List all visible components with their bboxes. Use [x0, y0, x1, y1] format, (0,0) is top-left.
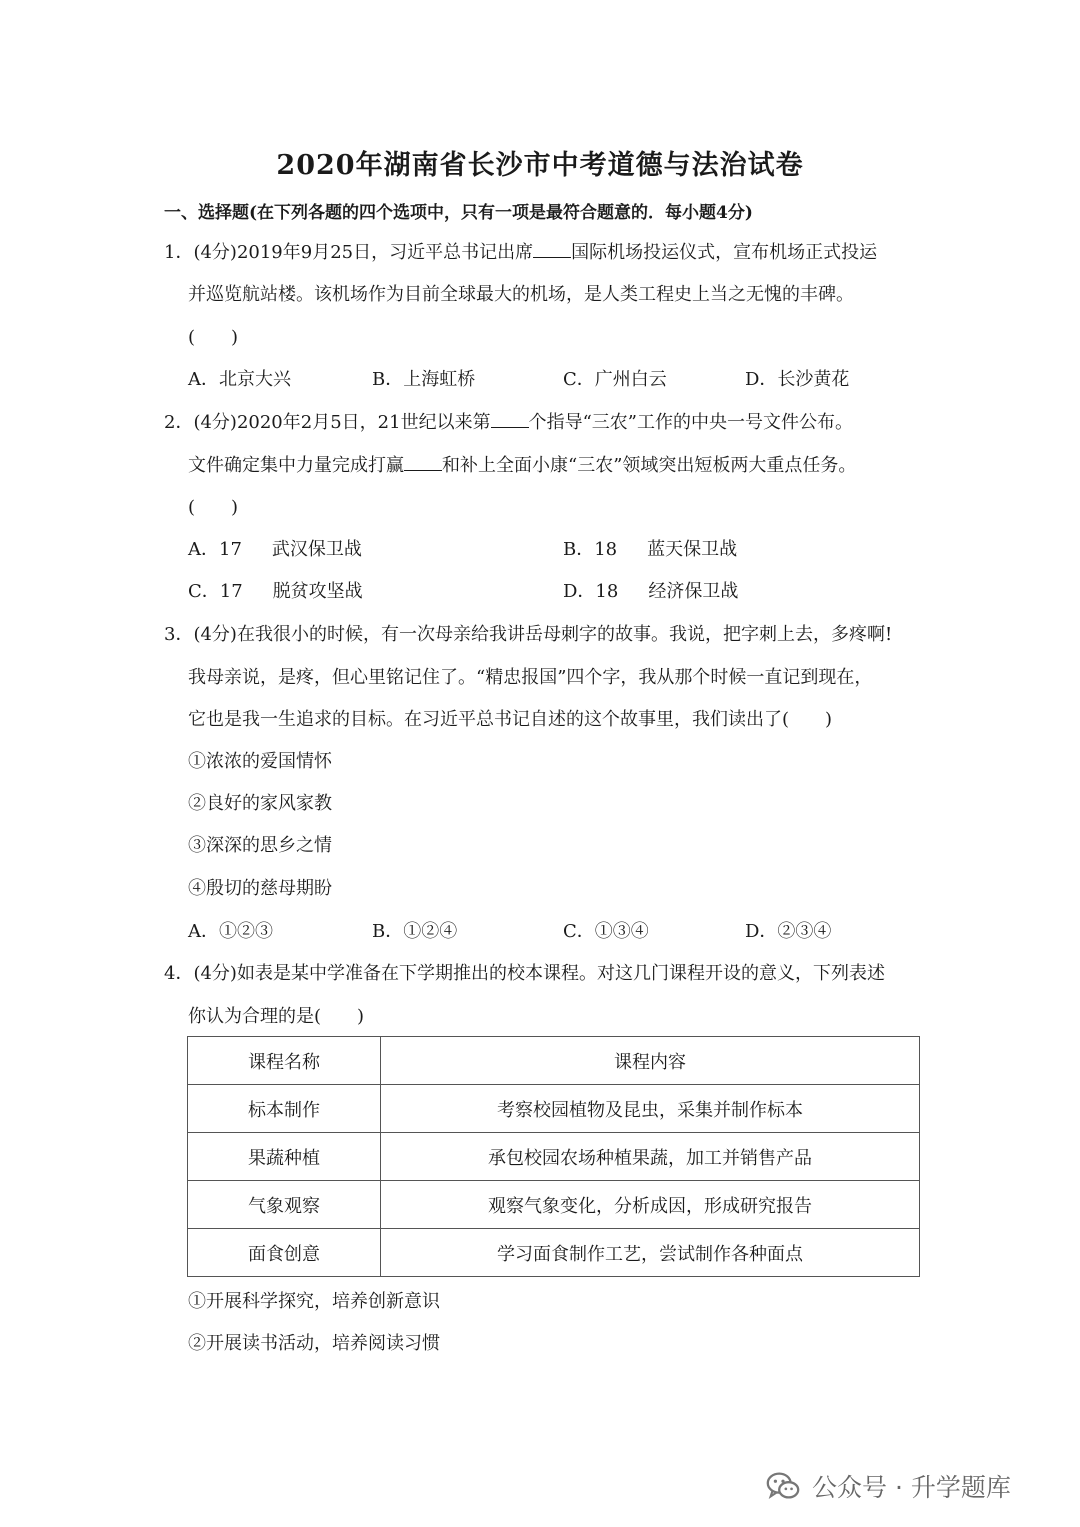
question-2-option-c: C．17 脱贫攻坚战 — [188, 581, 363, 602]
question-1-option-d: D．长沙黄花 — [745, 369, 850, 390]
table-header-cell: 课程名称 — [188, 1037, 381, 1085]
question-2-line-2: 文件确定集中力量完成打赢 和补上全面小康“三农”领域突出短板两大重点任务。 — [188, 455, 857, 476]
section-heading: 一、选择题(在下列各题的四个选项中，只有一项是最符合题意的．每小题4分) — [164, 203, 753, 223]
table-row — [188, 1133, 920, 1181]
question-3-line-3: 它也是我一生追求的目标。在习近平总书记自述的这个故事里，我们读出了( ) — [188, 709, 833, 730]
question-4-item-2: ②开展读书活动，培养阅读习惯 — [188, 1333, 440, 1354]
question-1-line-3: ( ) — [188, 327, 239, 348]
question-3-option-b: B．①②④ — [372, 921, 458, 942]
question-1-option-b: B．上海虹桥 — [372, 369, 476, 390]
question-4-item-1: ①开展科学探究，培养创新意识 — [188, 1291, 440, 1312]
table-cell: 考察校园植物及昆虫，采集并制作标本 — [381, 1085, 920, 1133]
table-cell: 承包校园农场种植果蔬，加工并销售产品 — [381, 1133, 920, 1181]
question-3-line-1: 3．(4分)在我很小的时候，有一次母亲给我讲岳母刺字的故事。我说，把字刺上去，多疼啊! — [164, 624, 893, 645]
question-2-line-1: 2．(4分)2020年2月5日，21世纪以来第 个指导“三农”工作的中央一号文件公布。 — [164, 412, 853, 433]
course-table — [187, 1036, 920, 1277]
question-3-item-4: ④殷切的慈母期盼 — [188, 878, 332, 899]
question-4-line-1: 4．(4分)如表是某中学准备在下学期推出的校本课程。对这几门课程开设的意义，下列表述 — [164, 963, 885, 984]
page-title: 2020年湖南省长沙市中考道德与法治试卷 — [276, 150, 804, 181]
watermark-text: 公众号 · 升学题库 — [812, 1473, 1011, 1502]
question-1-line-1: 1．(4分)2019年9月25日，习近平总书记出席 国际机场投运仪式，宣布机场正式投运 — [164, 242, 878, 263]
question-3-option-d: D．②③④ — [745, 921, 832, 942]
question-2-option-d: D．18 经济保卫战 — [563, 581, 739, 602]
question-1-line-2: 并巡览航站楼。该机场作为目前全球最大的机场，是人类工程史上当之无愧的丰碑。 — [188, 284, 854, 305]
question-3-line-2: 我母亲说，是疼，但心里铭记住了。“精忠报国”四个字，我从那个时候一直记到现在， — [188, 667, 873, 688]
table-cell: 面食创意 — [188, 1229, 381, 1277]
table-cell: 学习面食制作工艺，尝试制作各种面点 — [381, 1229, 920, 1277]
answer-blank — [404, 453, 442, 471]
table-cell: 气象观察 — [188, 1181, 381, 1229]
table-row — [188, 1085, 920, 1133]
table-header-row — [188, 1037, 920, 1085]
question-3-item-1: ①浓浓的爱国情怀 — [188, 751, 332, 772]
table-header-cell: 课程内容 — [381, 1037, 920, 1085]
question-3-item-2: ②良好的家风家教 — [188, 793, 332, 814]
table-row — [188, 1229, 920, 1277]
question-2-line-3: ( ) — [188, 497, 239, 518]
watermark — [764, 1467, 1011, 1505]
question-3-option-a: A．①②③ — [188, 921, 273, 942]
table-cell: 标本制作 — [188, 1085, 381, 1133]
question-3-item-3: ③深深的思乡之情 — [188, 835, 332, 856]
question-1-option-c: C．广州白云 — [563, 369, 667, 390]
question-2-option-a: A．17 武汉保卫战 — [188, 539, 362, 560]
question-2-option-b: B．18 蓝天保卫战 — [563, 539, 738, 560]
table-cell: 果蔬种植 — [188, 1133, 381, 1181]
answer-blank — [533, 240, 571, 258]
question-4-line-2: 你认为合理的是( ) — [188, 1006, 365, 1027]
table-cell: 观察气象变化，分析成因，形成研究报告 — [381, 1181, 920, 1229]
question-3-option-c: C．①③④ — [563, 921, 649, 942]
table-row — [188, 1181, 920, 1229]
answer-blank — [491, 410, 529, 428]
question-1-option-a: A．北京大兴 — [188, 369, 291, 390]
wechat-icon — [764, 1467, 802, 1505]
